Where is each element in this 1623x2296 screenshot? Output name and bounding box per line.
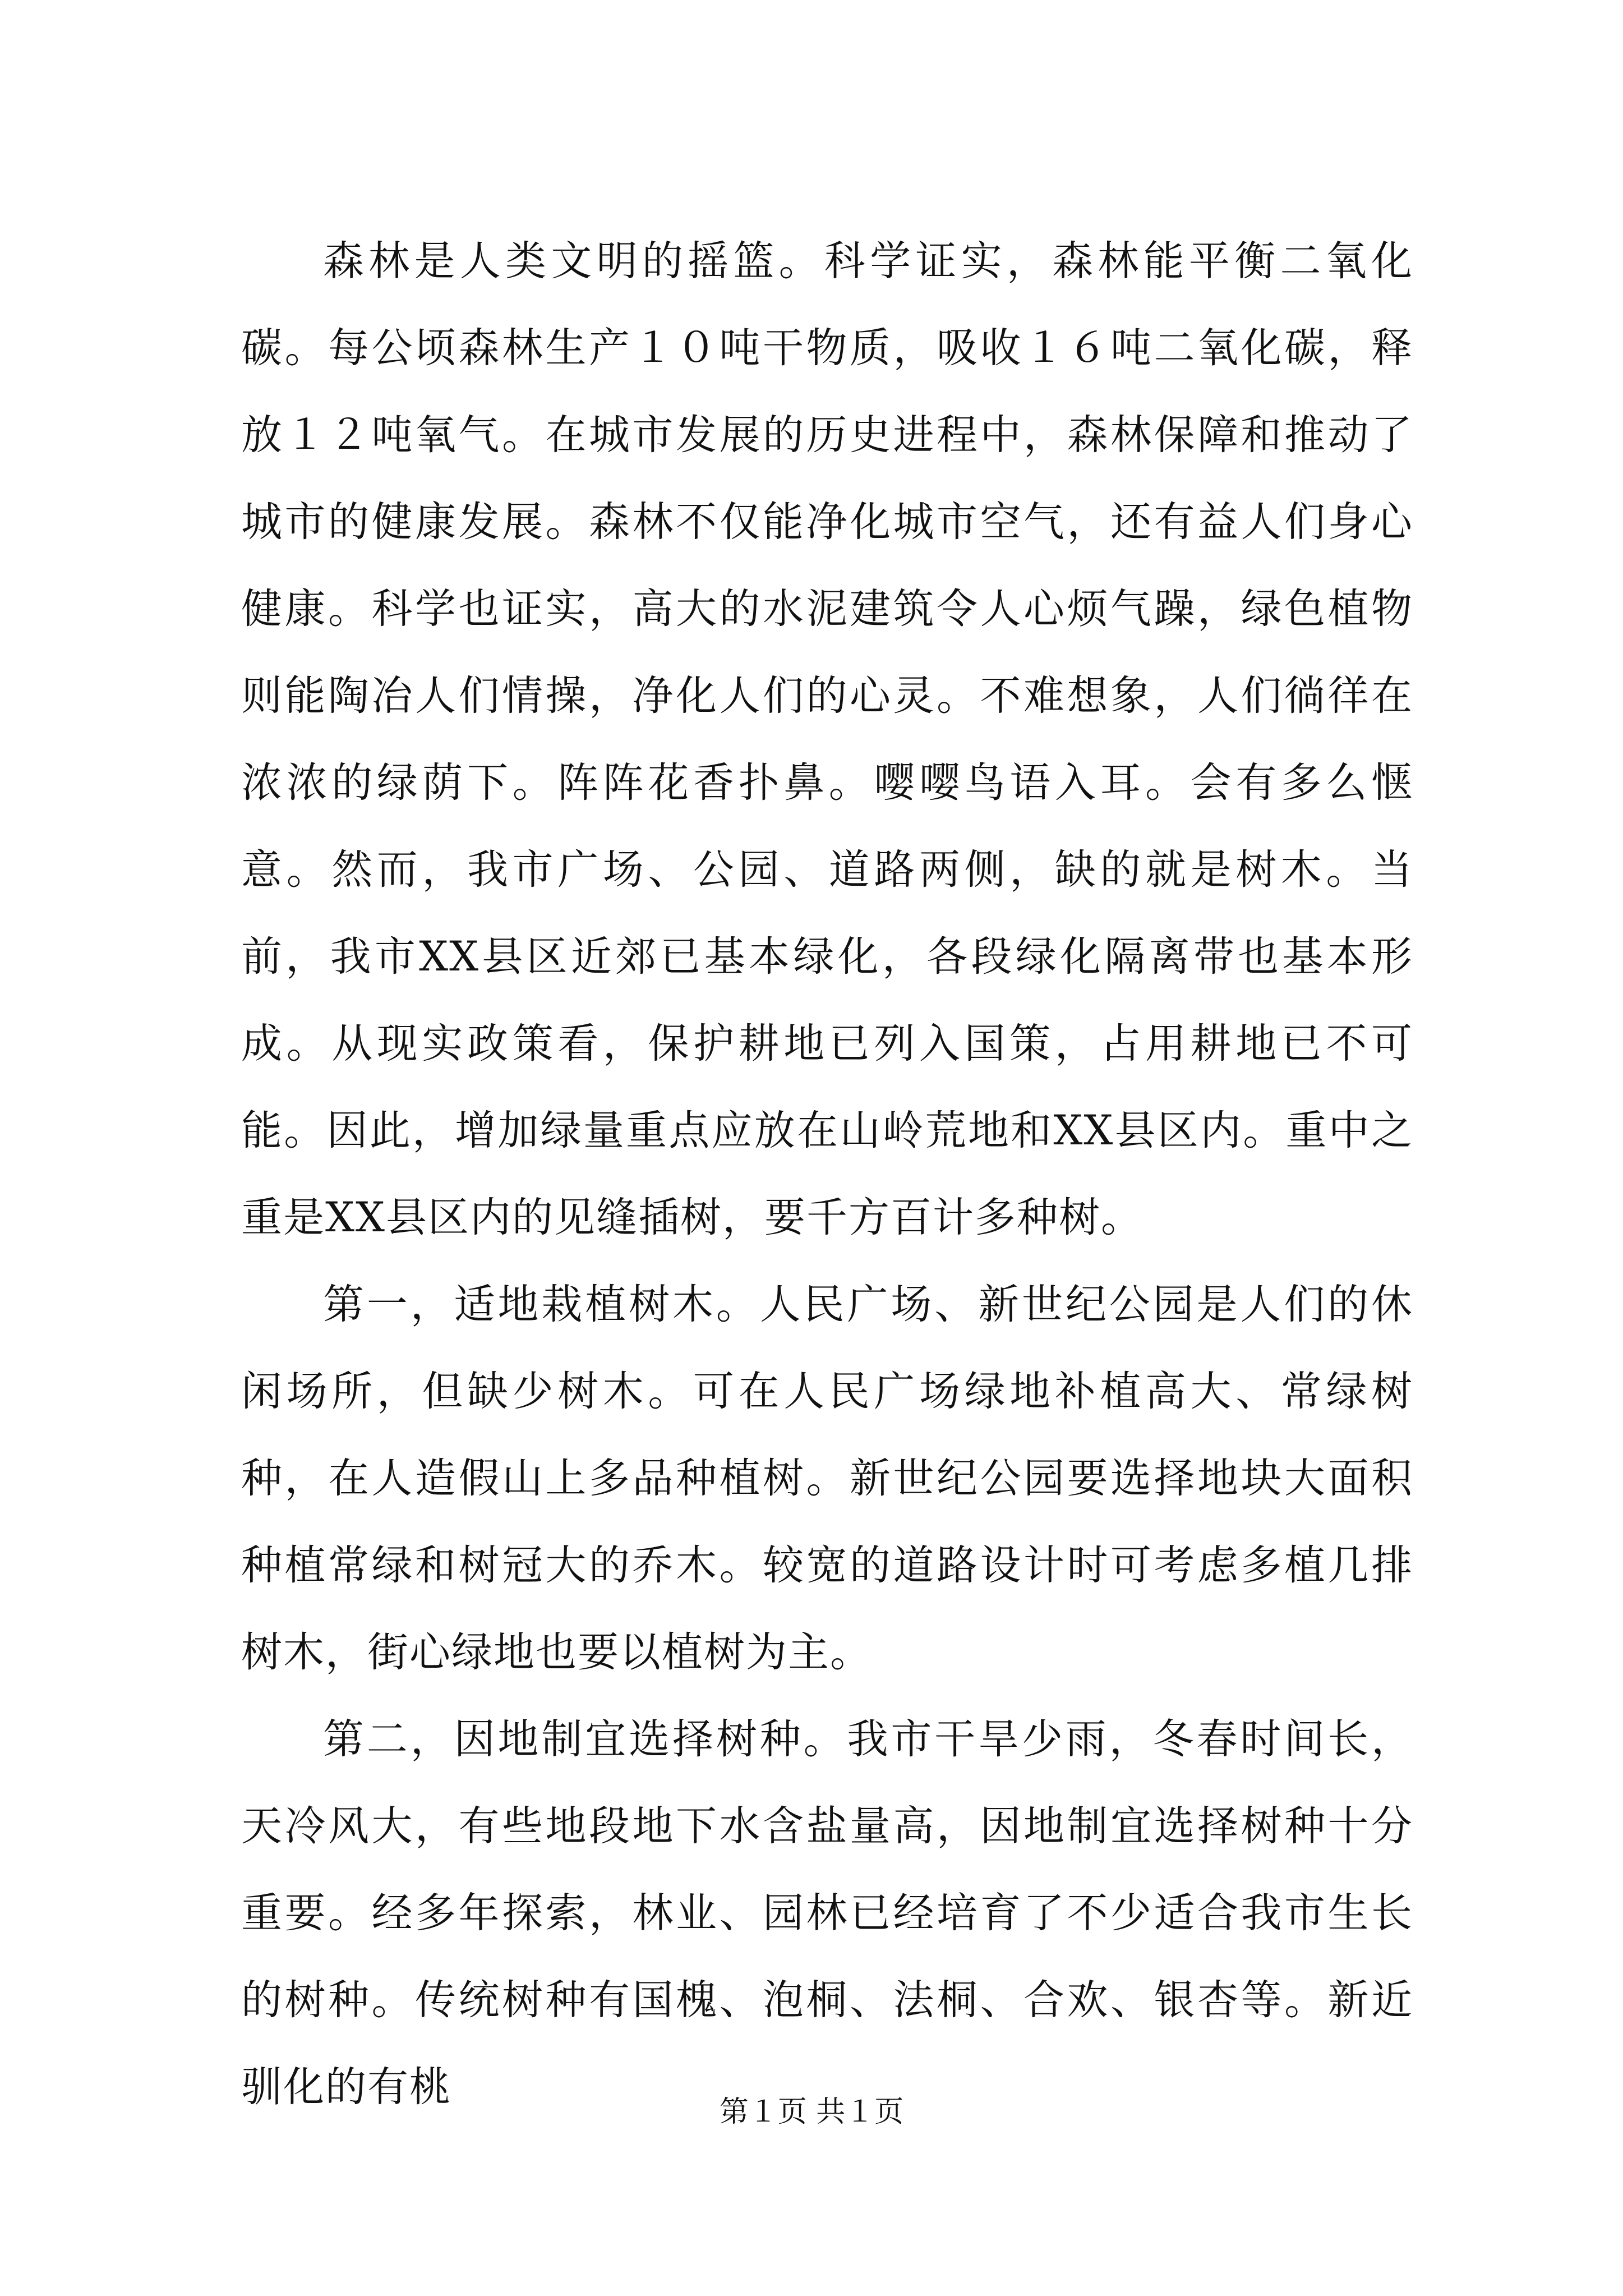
document-body — [241, 218, 1413, 2131]
page-footer: 第１页 共１页 — [719, 2095, 904, 2129]
paragraph-point-two: 第二，因地制宜选择树种。我市干旱少雨，冬春时间长，天冷风大，有些地段地下水含盐量高，因地制宜选择树种十分重要。经多年探索，林业、园林已经培育了不少适合我市生长的树种。传统树种有国槐、泡桐、法桐、合欢、银杏等。新近驯化的有桃 — [241, 1715, 1413, 2111]
paragraph-forest-intro: 森林是人类文明的摇篮。科学证实，森林能平衡二氧化碳。每公顷森林生产１０吨干物质，吸收１６吨二氧化碳，释放１２吨氧气。在城市发展的历史进程中，森林保障和推动了城市的健康发展。森林不仅能净化城市空气，还有益人们身心健康。科学也证实，高大的水泥建筑令人心烦气躁，绿色植物则能陶冶人们情操，净化人们的心灵。不难想象，人们徜徉在浓浓的绿荫下。阵阵花香扑鼻。嘤嘤鸟语入耳。会有多么惬意。然而，我市广场、公园、道路两侧，缺的就是树木。当前，我市XX县区近郊已基本绿化，各段绿化隔离带也基本形成。从现实政策看，保护耕地已列入国策，占用耕地已不可能。因此，增加绿量重点应放在山岭荒地和XX县区内。重中之重是XX县区内的见缝插树，要千方百计多种树。 — [241, 237, 1413, 1241]
paragraph-point-one: 第一，适地栽植树木。人民广场、新世纪公园是人们的休闲场所，但缺少树木。可在人民广场绿地补植高大、常绿树种，在人造假山上多品种植树。新世纪公园要选择地块大面积种植常绿和树冠大的乔木。较宽的道路设计时可考虑多植几排树木，街心绿地也要以植树为主。 — [241, 1281, 1413, 1676]
